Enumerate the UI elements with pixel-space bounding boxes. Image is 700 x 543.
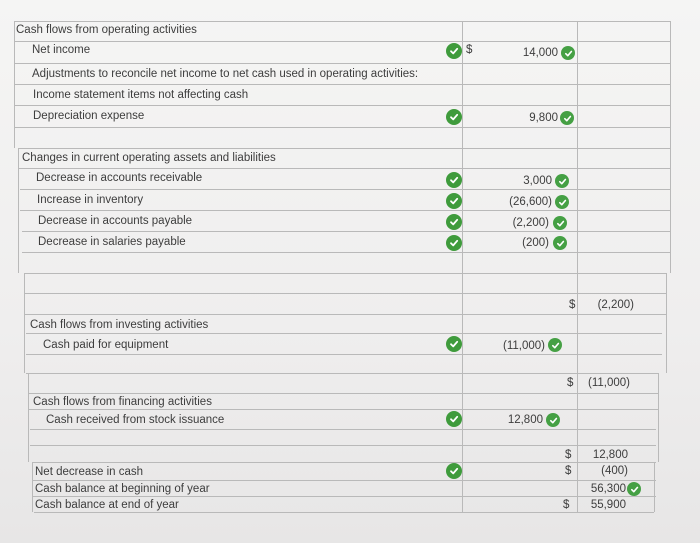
ending-balance-label: Cash balance at end of year	[35, 499, 179, 511]
accounts-payable-amount[interactable]: (2,200)	[512, 217, 549, 229]
accounts-receivable-check-icon	[446, 172, 462, 188]
depreciation-amount-check-icon	[560, 111, 574, 125]
net-income-check-icon	[446, 43, 462, 59]
financing-total-amount[interactable]: 12,800	[592, 449, 628, 461]
stock-issuance-label: Cash received from stock issuance	[46, 414, 225, 426]
operating-total-amount[interactable]: (2,200)	[597, 299, 634, 311]
accounts-payable-amount-check-icon	[553, 216, 567, 230]
inventory-amount[interactable]: (26,600)	[509, 196, 552, 208]
investing-total-amount[interactable]: (11,000)	[588, 377, 630, 389]
accounts-receivable-amount-check-icon	[555, 174, 569, 188]
beginning-balance-label: Cash balance at beginning of year	[35, 483, 210, 495]
accounts-receivable-label: Decrease in accounts receivable	[36, 172, 203, 184]
stock-issuance-check-icon	[446, 411, 462, 427]
depreciation-label: Depreciation expense	[33, 110, 145, 122]
net-decrease-amount[interactable]: (400)	[601, 465, 628, 477]
financing-section-header: Cash flows from financing activities	[33, 396, 212, 408]
investing-section-header: Cash flows from investing activities	[30, 319, 209, 331]
accounts-payable-label: Decrease in accounts payable	[38, 215, 193, 227]
salaries-payable-check-icon	[446, 235, 462, 251]
inventory-amount-check-icon	[555, 195, 569, 209]
ending-balance-currency: $	[563, 499, 570, 511]
equipment-label: Cash paid for equipment	[43, 339, 169, 351]
net-income-amount-check-icon	[561, 46, 575, 60]
equipment-amount[interactable]: (11,000)	[503, 340, 545, 352]
inventory-label: Increase in inventory	[37, 194, 144, 206]
net-decrease-label: Net decrease in cash	[35, 466, 144, 478]
stock-issuance-amount[interactable]: 12,800	[507, 414, 543, 426]
net-decrease-check-icon	[446, 463, 462, 479]
stock-issuance-amount-check-icon	[546, 413, 560, 427]
income-items-label: Income statement items not affecting cash	[33, 89, 249, 101]
net-income-label: Net income	[32, 44, 91, 56]
equipment-check-icon	[446, 336, 462, 352]
adjustments-label: Adjustments to reconcile net income to net cash used in operating activities:	[32, 68, 419, 80]
equipment-amount-check-icon	[548, 338, 562, 352]
salaries-payable-amount[interactable]: (200)	[522, 237, 549, 249]
salaries-payable-label: Decrease in salaries payable	[38, 236, 186, 248]
operating-section-header: Cash flows from operating activities	[16, 24, 197, 36]
investing-total-currency: $	[567, 377, 574, 389]
ending-balance-amount[interactable]: 55,900	[590, 499, 626, 511]
depreciation-amount[interactable]: 9,800	[529, 112, 558, 124]
beginning-balance-amount[interactable]: 56,300	[590, 483, 626, 495]
net-income-currency: $	[466, 44, 473, 56]
depreciation-check-icon	[446, 109, 462, 125]
changes-label: Changes in current operating assets and liabilities	[22, 152, 276, 164]
accounts-receivable-amount[interactable]: 3,000	[523, 175, 552, 187]
net-income-amount[interactable]: 14,000	[522, 47, 558, 59]
inventory-check-icon	[446, 193, 462, 209]
net-decrease-currency: $	[565, 465, 572, 477]
accounts-payable-check-icon	[446, 214, 462, 230]
salaries-payable-amount-check-icon	[553, 236, 567, 250]
financing-total-currency: $	[565, 449, 572, 461]
operating-total-currency: $	[569, 299, 576, 311]
beginning-balance-check-icon	[627, 482, 641, 496]
